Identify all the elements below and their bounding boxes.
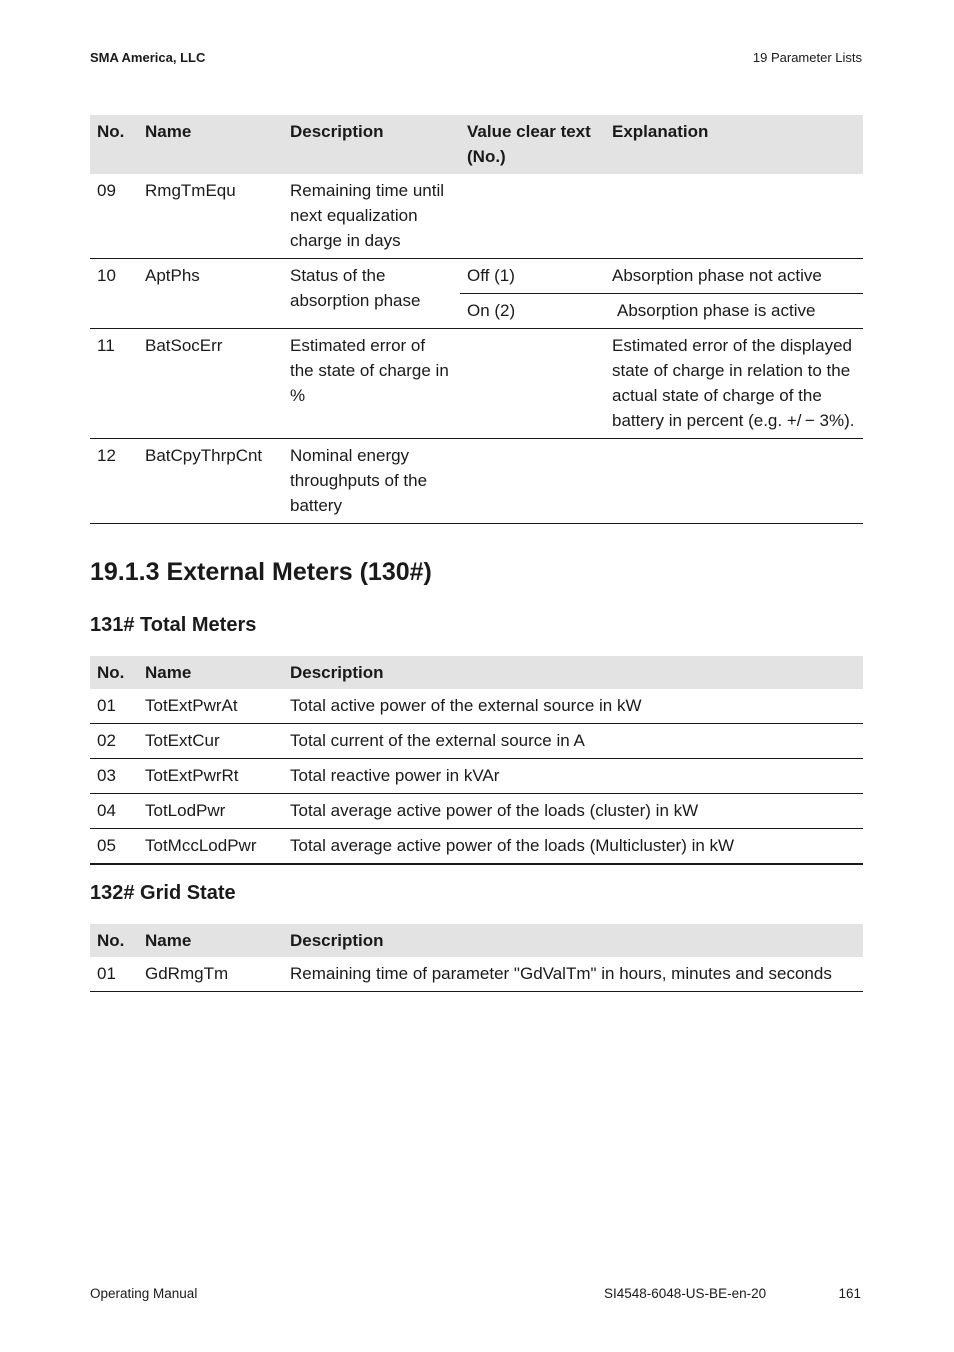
cell-description: Total reactive power in kVAr — [283, 759, 863, 794]
cell-no: 10 — [90, 259, 138, 329]
table-row — [90, 724, 863, 759]
header-company: SMA America, LLC — [90, 50, 206, 65]
cell-name: TotExtPwrAt — [138, 689, 283, 724]
cell-name: TotMccLodPwr — [138, 829, 283, 865]
column-header-explanation: Explanation — [605, 115, 863, 174]
cell-explanation: Estimated error of the displayed state of charge in relation to the actual state of charge of the battery in percent (e.g. +/ − 3%). — [605, 329, 863, 439]
column-header-no: No. — [90, 115, 138, 174]
column-header-value: Value clear text (No.) — [460, 115, 605, 174]
total-meters-table — [90, 656, 863, 865]
cell-value — [460, 329, 605, 439]
footer-document-id: SI4548-6048-US-BE-en-20 — [604, 1286, 767, 1301]
cell-no: 12 — [90, 439, 138, 524]
table-row — [90, 829, 863, 865]
cell-no: 05 — [90, 829, 138, 865]
cell-no: 11 — [90, 329, 138, 439]
cell-explanation — [605, 439, 863, 524]
cell-no: 02 — [90, 724, 138, 759]
table-row — [90, 794, 863, 829]
battery-parameter-table — [90, 115, 863, 524]
subsection-title-total-meters: 131# Total Meters — [90, 614, 257, 636]
column-header-description: Description — [283, 924, 863, 957]
table-row — [90, 957, 863, 992]
cell-name: TotExtPwrRt — [138, 759, 283, 794]
cell-description: Remaining time of parameter "GdValTm" in hours, minutes and seconds — [283, 957, 863, 992]
column-header-name: Name — [138, 656, 283, 689]
table-row — [90, 329, 863, 439]
cell-value — [460, 439, 605, 524]
cell-name: GdRmgTm — [138, 957, 283, 992]
column-header-description: Description — [283, 656, 863, 689]
cell-description: Total current of the external source in A — [283, 724, 863, 759]
table-row — [90, 259, 863, 294]
table-header-row — [90, 924, 863, 957]
column-header-name: Name — [138, 924, 283, 957]
footer-manual-type: Operating Manual — [90, 1286, 198, 1301]
cell-value: On (2) — [460, 294, 605, 329]
cell-no: 01 — [90, 689, 138, 724]
column-header-no: No. — [90, 924, 138, 957]
header-chapter: 19 Parameter Lists — [752, 50, 862, 65]
cell-name: BatCpyThrpCnt — [138, 439, 283, 524]
cell-description: Status of the absorption phase — [283, 259, 460, 329]
table-row — [90, 439, 863, 524]
cell-description: Total average active power of the loads (Multicluster) in kW — [283, 829, 863, 865]
cell-name: AptPhs — [138, 259, 283, 329]
subsection-title-grid-state: 132# Grid State — [90, 882, 236, 904]
cell-no: 01 — [90, 957, 138, 992]
cell-explanation: Absorption phase not active — [605, 259, 863, 294]
footer-page-number: 161 — [838, 1286, 861, 1301]
cell-description: Total average active power of the loads (cluster) in kW — [283, 794, 863, 829]
cell-no: 03 — [90, 759, 138, 794]
column-header-name: Name — [138, 115, 283, 174]
cell-description: Estimated error of the state of charge in % — [283, 329, 460, 439]
table-row — [90, 759, 863, 794]
cell-value: Off (1) — [460, 259, 605, 294]
cell-no: 04 — [90, 794, 138, 829]
cell-description: Remaining time until next equalization charge in days — [283, 174, 460, 259]
cell-value — [460, 174, 605, 259]
grid-state-table — [90, 924, 863, 992]
cell-no: 09 — [90, 174, 138, 259]
cell-name: BatSocErr — [138, 329, 283, 439]
cell-explanation — [605, 174, 863, 259]
cell-description: Nominal energy throughputs of the battery — [283, 439, 460, 524]
cell-explanation: Absorption phase is active — [605, 294, 863, 329]
column-header-description: Description — [283, 115, 460, 174]
table-header-row — [90, 115, 863, 174]
cell-name: RmgTmEqu — [138, 174, 283, 259]
table-row — [90, 689, 863, 724]
column-header-no: No. — [90, 656, 138, 689]
cell-name: TotLodPwr — [138, 794, 283, 829]
cell-name: TotExtCur — [138, 724, 283, 759]
table-row — [90, 174, 863, 259]
cell-description: Total active power of the external source in kW — [283, 689, 863, 724]
section-title: 19.1.3 External Meters (130#) — [90, 558, 432, 586]
table-header-row — [90, 656, 863, 689]
